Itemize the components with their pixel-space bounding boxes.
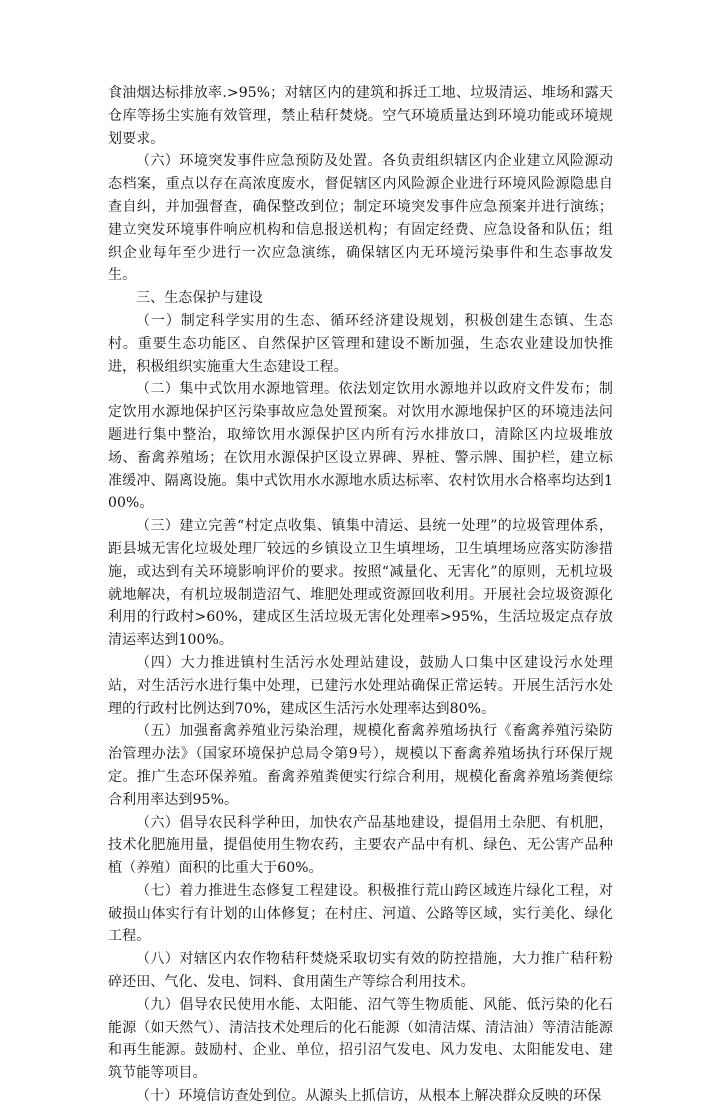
paragraph-item-7: （七）着力推进生态修复工程建设。积极推行荒山跨区域连片绿化工程，对破损山体实行有计划的山体修复；在村庄、河道、公路等区域，实行美化、绿化工程。 [108, 882, 613, 945]
paragraph-item-1: （一）制定科学实用的生态、循环经济建设规划，积极创建生态镇、生态村。重要生态功能区、自然保护区管理和建设不断加强，生态农业建设加快推进，积极组织实施重大生态建设工程。 [108, 312, 613, 375]
paragraph-item-8: （八）对辖区内农作物秸秆焚烧采取切实有效的防控措施，大力推广秸秆粉碎还田、气化、发电、饲料、食用菌生产等综合利用技术。 [108, 951, 613, 991]
paragraph-item-6: （六）倡导农民科学种田，加快农产品基地建设，提倡用土杂肥、有机肥，技术化肥施用量，提倡使用生物农药，主要农产品中有机、绿色、无公害产品种植（养殖）面积的比重大于60%。 [108, 814, 613, 877]
paragraph-item-4: （四）大力推进镇村生活污水处理站建设，鼓励人口集中区建设污水处理站，对生活污水进行集中处理，已建污水处理站确保正常运转。开展生活污水处理的行政村比例达到70%，建成区生活污水处理率达到80%。 [108, 654, 613, 717]
document-page [108, 82, 613, 1108]
paragraph-item-9: （九）倡导农民使用水能、太阳能、沼气等生物质能、风能、低污染的化石能源（如天然气）、清洁技术处理后的化石能源（如清洁煤、清洁油）等清洁能源和再生能源。鼓励村、企业、单位，招引沼气发电、风力发电、太阳能发电、建筑节能等项目。 [108, 996, 613, 1082]
paragraph-emergency-response: （六）环境突发事件应急预防及处置。各负责组织辖区内企业建立风险源动态档案，重点以存在高浓度废水，督促辖区内风险源企业进行环境风险源隐患自查自纠，并加强督查，确保整改到位；制定环境突发事件应急预案并进行演练；建立突发环境事件响应机构和信息报送机构；有固定经费、应急设备和队伍；组织企业每年至少进行一次应急演练，确保辖区内无环境污染事件和生态事故发生。 [108, 153, 613, 284]
paragraph-item-2: （二）集中式饮用水源地管理。依法划定饮用水源地并以政府文件发布；制定饮用水源地保护区污染事故应急处置预案。对饮用水源地保护区的环境违法问题进行集中整治，取缔饮用水源保护区内所有污水排放口，清除区内垃圾堆放场、畜禽养殖场；在饮用水源保护区设立界碑、界桩、警示牌、围护栏，建立标准缓冲、隔离设施。集中式饮用水水源地水质达标率、农村饮用水合格率均达到100%。 [108, 381, 613, 512]
paragraph-item-3: （三）建立完善“村定点收集、镇集中清运、县统一处理”的垃圾管理体系，距县城无害化垃圾处理厂较远的乡镇设立卫生填埋场，卫生填埋场应落实防渗措施，或达到有关环境影响评价的要求。按照“减量化、无害化”的原则，无机垃圾就地解决，有机垃圾制造沼气、堆肥处理或资源回收利用。开展社会垃圾资源化利用的行政村>60%，建成区生活垃圾无害化处理率>95%，生活垃圾定点存放清运率达到100%。 [108, 518, 613, 649]
section-heading-ecology: 三、生态保护与建设 [136, 290, 263, 307]
paragraph-item-10: （十）环境信访查处到位。从源头上抓信访，从根本上解决群众反映的环保 [136, 1088, 602, 1105]
paragraph-continuation: 食油烟达标排放率.>95%；对辖区内的建筑和拆迁工地、垃圾清运、堆场和露天仓库等扬尘实施有效管理，禁止秸秆焚烧。空气环境质量达到环境功能或环境规划要求。 [108, 85, 613, 147]
paragraph-item-5: （五）加强畜禽养殖业污染治理，规模化畜禽养殖场执行《畜禽养殖污染防治管理办法》（国家环境保护总局令第9号），规模以下畜禽养殖场执行环保厅规定。推广生态环保养殖。畜禽养殖粪便实行综合利用，规模化畜禽养殖场粪便综合利用率达到95%。 [108, 723, 613, 808]
